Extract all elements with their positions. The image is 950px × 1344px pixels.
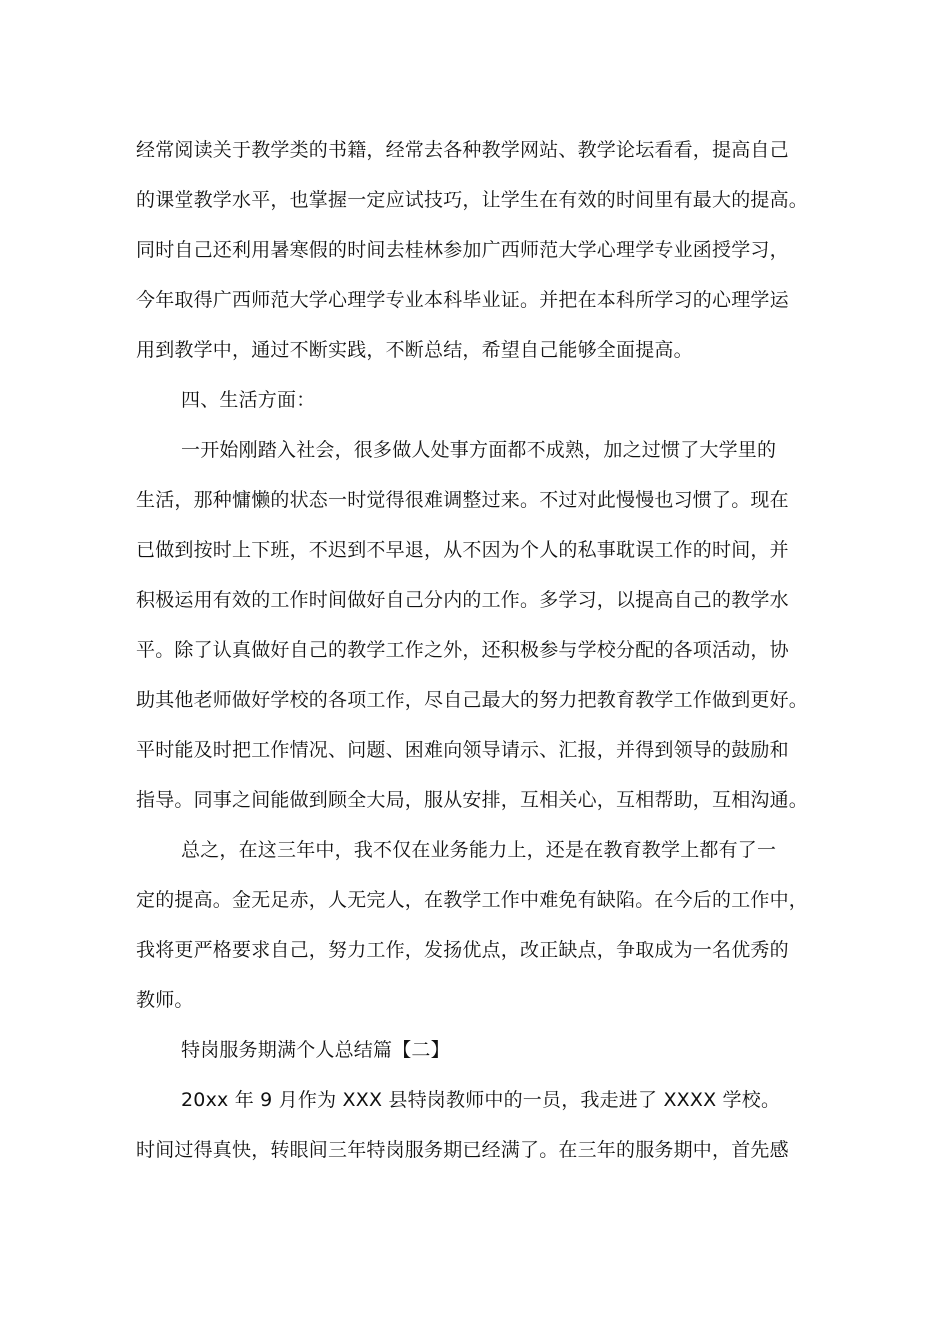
- section-heading: 四、生活方面：: [181, 389, 316, 411]
- paragraph-line: 时间过得真快，转眼间三年特岗服务期已经满了。在三年的服务期中，首先感: [136, 1139, 789, 1161]
- paragraph-line: 一开始刚踏入社会，很多做人处事方面都不成熟，加之过惯了大学里的: [181, 439, 777, 461]
- paragraph-line: 生活，那种慵懒的状态一时觉得很难调整过来。不过对此慢慢也习惯了。现在: [136, 489, 789, 511]
- paragraph-line: 20xx 年 9 月作为 XXX 县特岗教师中的一员，我走进了 XXXX 学校。: [181, 1089, 781, 1111]
- paragraph-line: 经常阅读关于教学类的书籍，经常去各种教学网站、教学论坛看看，提高自己: [136, 139, 789, 161]
- paragraph-line: 我将更严格要求自己，努力工作，发扬优点，改正缺点，争取成为一名优秀的: [136, 939, 789, 961]
- paragraph-line: 今年取得广西师范大学心理学专业本科毕业证。并把在本科所学习的心理学运: [136, 289, 789, 311]
- paragraph-line: 积极运用有效的工作时间做好自己分内的工作。多学习，以提高自己的教学水: [136, 589, 789, 611]
- paragraph-line: 平。除了认真做好自己的教学工作之外，还积极参与学校分配的各项活动，协: [136, 639, 789, 661]
- paragraph-line: 助其他老师做好学校的各项工作，尽自己最大的努力把教育教学工作做到更好。: [136, 689, 809, 711]
- paragraph-line: 已做到按时上下班，不迟到不早退，从不因为个人的私事耽误工作的时间，并: [136, 539, 789, 561]
- section-title: 特岗服务期满个人总结篇【二】: [181, 1039, 450, 1061]
- paragraph-line: 教师。: [136, 989, 194, 1011]
- paragraph-line: 平时能及时把工作情况、问题、困难向领导请示、汇报，并得到领导的鼓励和: [136, 739, 789, 761]
- paragraph-line: 同时自己还利用暑寒假的时间去桂林参加广西师范大学心理学专业函授学习，: [136, 239, 789, 261]
- paragraph-line: 总之，在这三年中，我不仅在业务能力上，还是在教育教学上都有了一: [181, 839, 777, 861]
- paragraph-line: 用到教学中，通过不断实践，不断总结，希望自己能够全面提高。: [136, 339, 693, 361]
- paragraph-line: 的课堂教学水平，也掌握一定应试技巧，让学生在有效的时间里有最大的提高。: [136, 189, 809, 211]
- paragraph-line: 定的提高。金无足赤，人无完人，在教学工作中难免有缺陷。在今后的工作中，: [136, 889, 809, 911]
- paragraph-line: 指导。同事之间能做到顾全大局，服从安排，互相关心，互相帮助，互相沟通。: [136, 789, 809, 811]
